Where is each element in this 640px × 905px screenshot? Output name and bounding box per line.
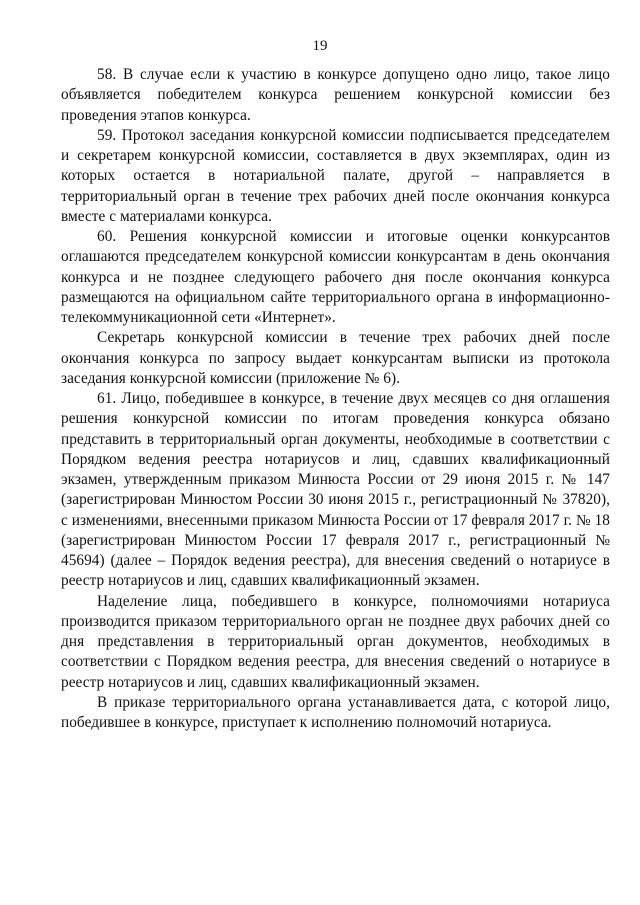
paragraph-61-appointment: Наделение лица, победившего в конкурсе, полномочиями нотариуса производится приказом территориального орган не позднее двух рабочих дней со дня представления в территориальный орган документов, необходимых в соответствии с Порядком ведения реестра, для внесения сведений о нотариусе в реестр нотариусов и лиц, сдавших квалификационный экзамен. — [61, 592, 610, 691]
paragraph-61: 61. Лицо, победившее в конкурсе, в течение двух месяцев со дня оглашения решения конкурсной комиссии по итогам проведения конкурса обязано представить в территориальный орган документы, необходимые в соответствии с Порядком ведения реестра нотариусов и лиц, сдавших квалификационный экзамен, утвержденным приказом Минюста России от 29 июня 2015 г. № 147 (зарегистрирован Минюстом России 30 июня 2015 г., регистрационный № 37820), с изменениями, внесенными приказом Минюста России от 17 февраля 2017 г. № 18 (зарегистрирован Минюстом России 17 февраля 2017 г., регистрационный № 45694) (далее – Порядок ведения реестра), для внесения сведений о нотариусе в реестр нотариусов и лиц, сдавших квалификационный экзамен. — [61, 390, 610, 590]
paragraph-59: 59. Протокол заседания конкурсной комиссии подписывается председателем и секретарем конкурсной комиссии, составляется в двух экземплярах, один из которых остается в нотариальной палате, другой – направляется в территориальный орган в течение трех рабочих дней после окончания конкурса вместе с материалами конкурса. — [61, 126, 610, 225]
paragraph-61-order-date: В приказе территориального органа устанавливается дата, с которой лицо, победившее в конкурсе, приступает к исполнению полномочий нотариуса. — [61, 693, 610, 731]
paragraph-60-secretary: Секретарь конкурсной комиссии в течение трех рабочих дней после окончания конкурса по запросу выдает конкурсантам выписки из протокола заседания конкурсной комиссии (приложение № 6). — [61, 329, 610, 387]
paragraph-58: 58. В случае если к участию в конкурсе допущено одно лицо, такое лицо объявляется победителем конкурса решением конкурсной комиссии без проведения этапов конкурса. — [61, 66, 610, 124]
paragraph-60: 60. Решения конкурсной комиссии и итоговые оценки конкурсантов оглашаются председателем конкурсной комиссии конкурсантам в день окончания конкурса и не позднее следующего рабочего дня после окончания конкурса размещаются на официальном сайте территориального органа в информационно-телекоммуникационной сети «Интернет». — [61, 228, 610, 326]
page-number: 19 — [312, 38, 328, 54]
document-body — [61, 65, 610, 733]
